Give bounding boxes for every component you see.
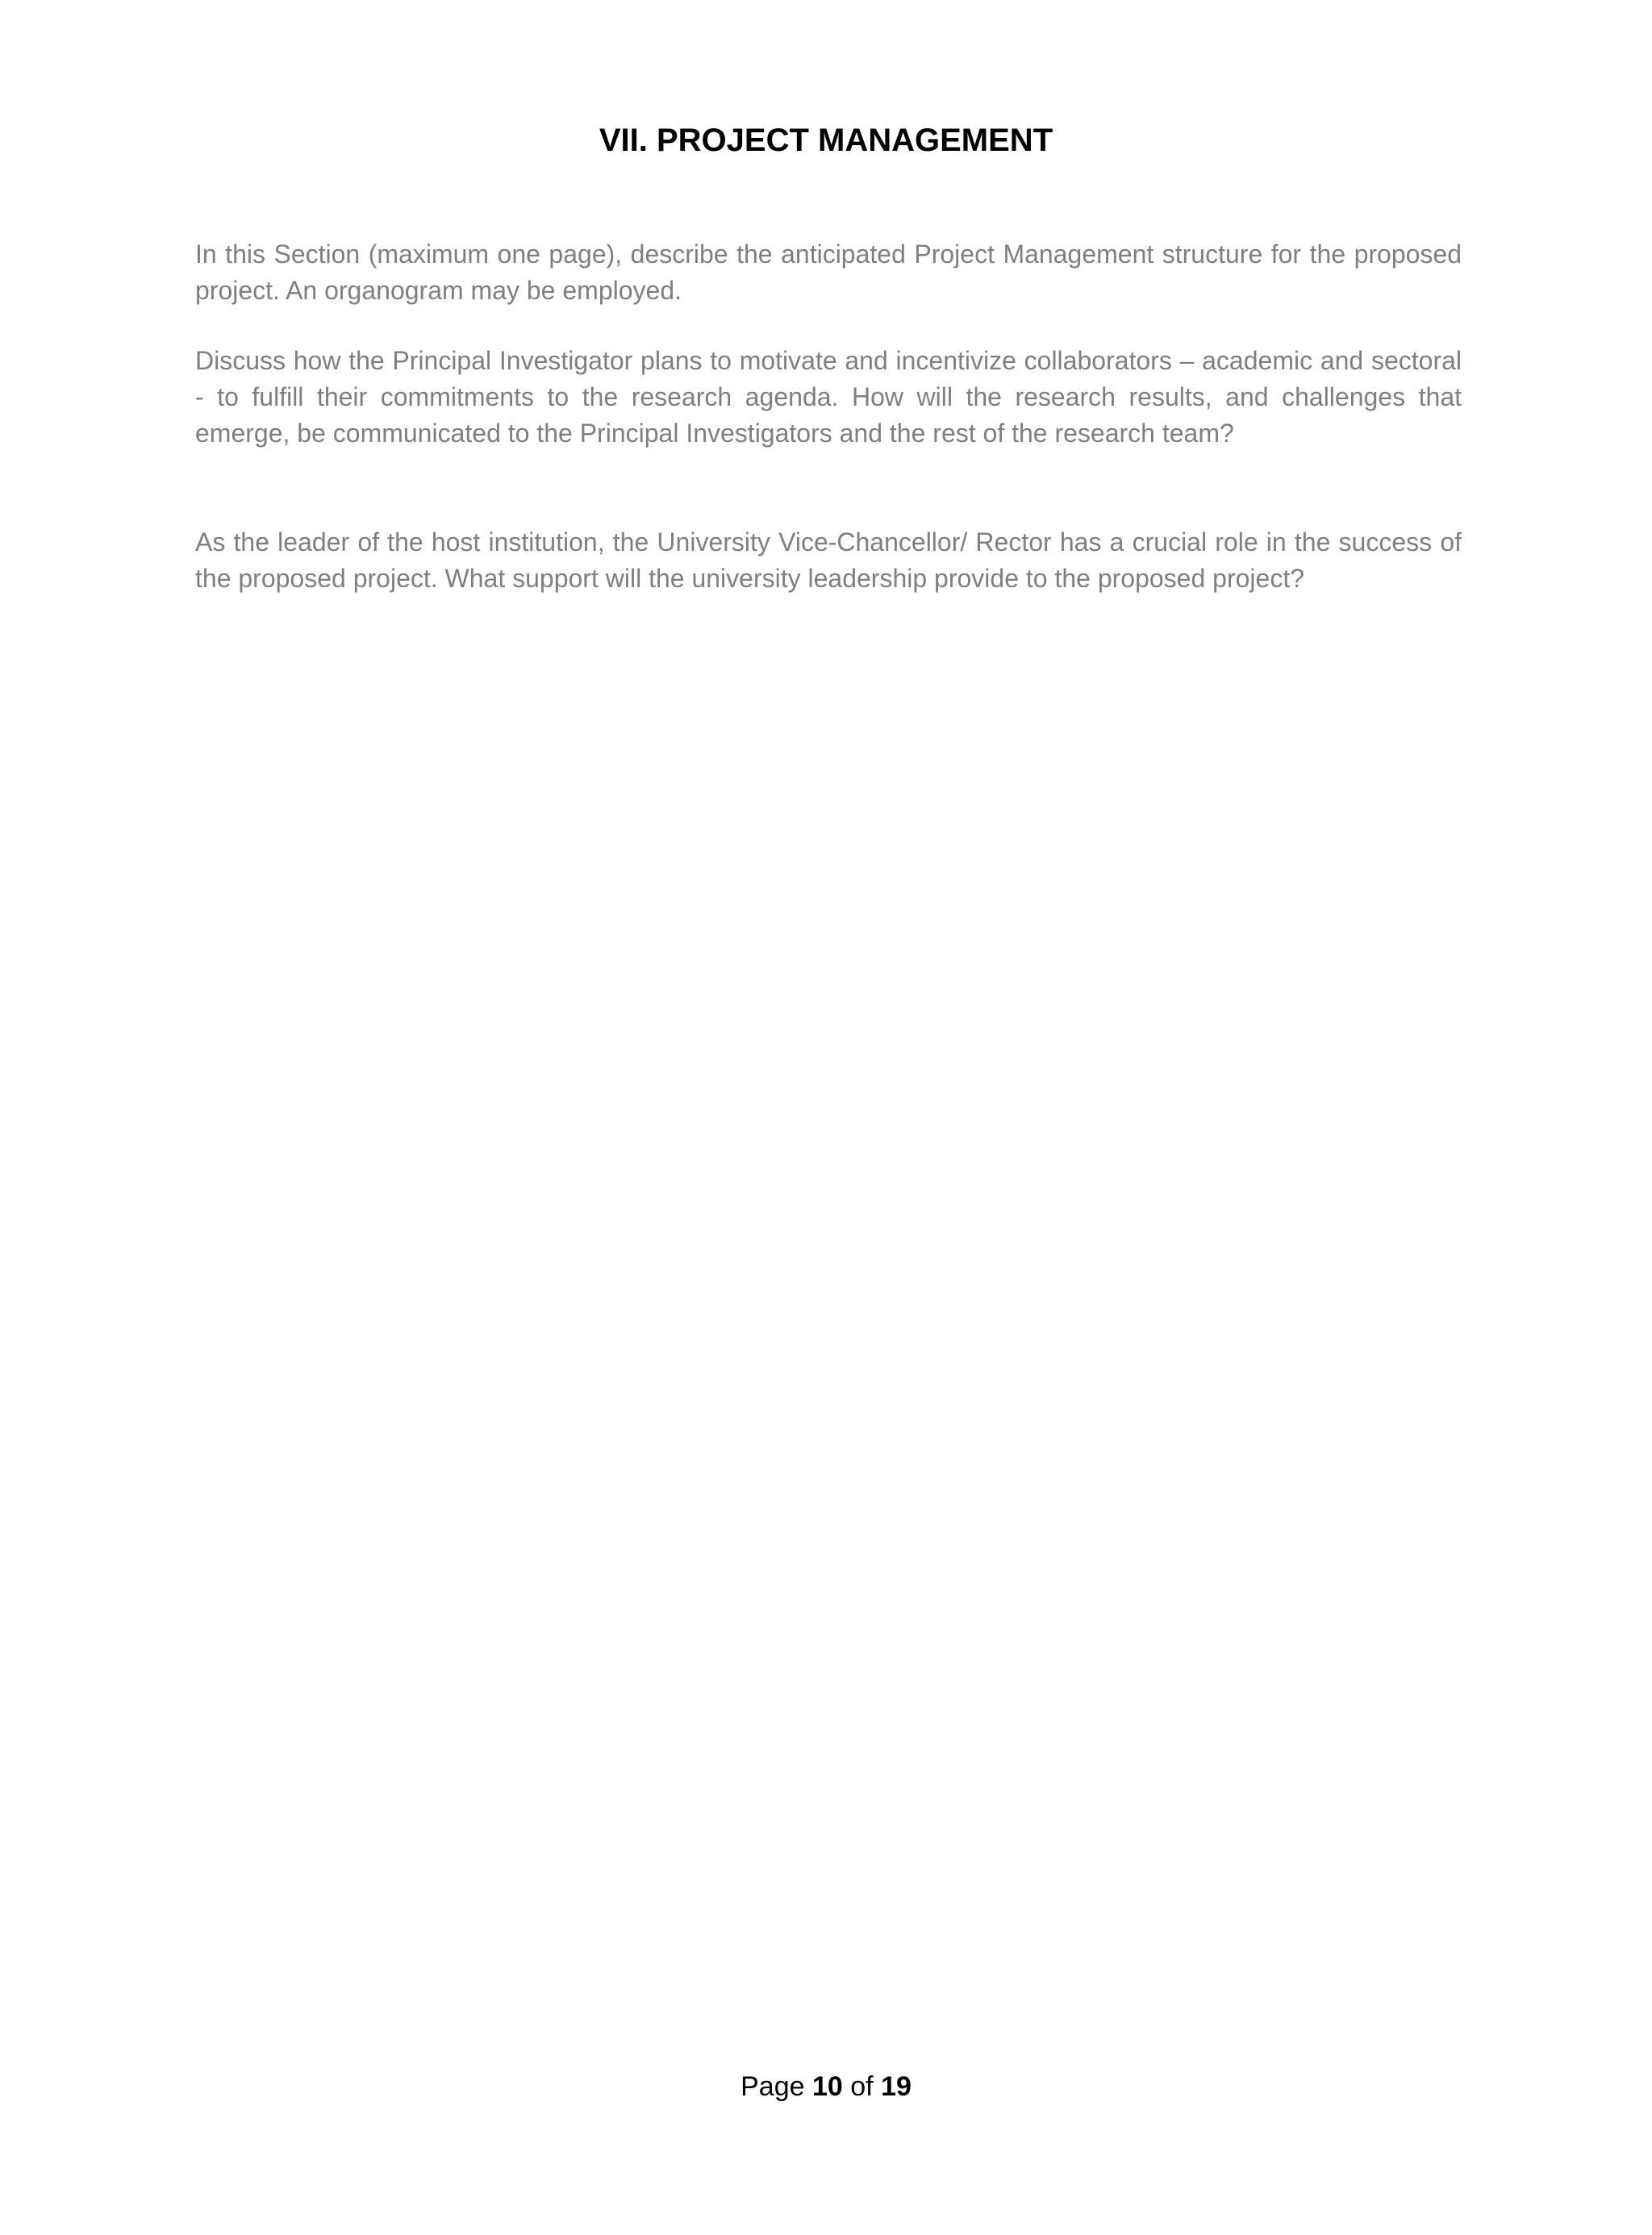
page-footer xyxy=(0,2067,1652,2106)
of-word: of xyxy=(850,2071,874,2102)
instruction-paragraph-collaborators: Discuss how the Principal Investigator plans to motivate and incentivize collaborators – academic and sectoral - to fulfill their commitments to the research agenda. How will the research results, and challenges that emerge, be communicated to the Principal Investigators and the rest of the research team? xyxy=(195,346,1462,448)
instruction-paragraph-university-leadership: As the leader of the host institution, the University Vice-Chancellor/ Rector has a crucial role in the success of the proposed project. What support will the university leadership provide to the proposed project? xyxy=(195,527,1462,593)
instruction-paragraph-management-structure: In this Section (maximum one page), describe the anticipated Project Management structure for the proposed project. An organogram may be employed. xyxy=(195,240,1462,305)
page-word: Page xyxy=(740,2071,805,2102)
current-page-number: 10 xyxy=(811,2071,843,2102)
total-page-count: 19 xyxy=(881,2071,912,2102)
page-title: VII. PROJECT MANAGEMENT xyxy=(599,123,1053,158)
